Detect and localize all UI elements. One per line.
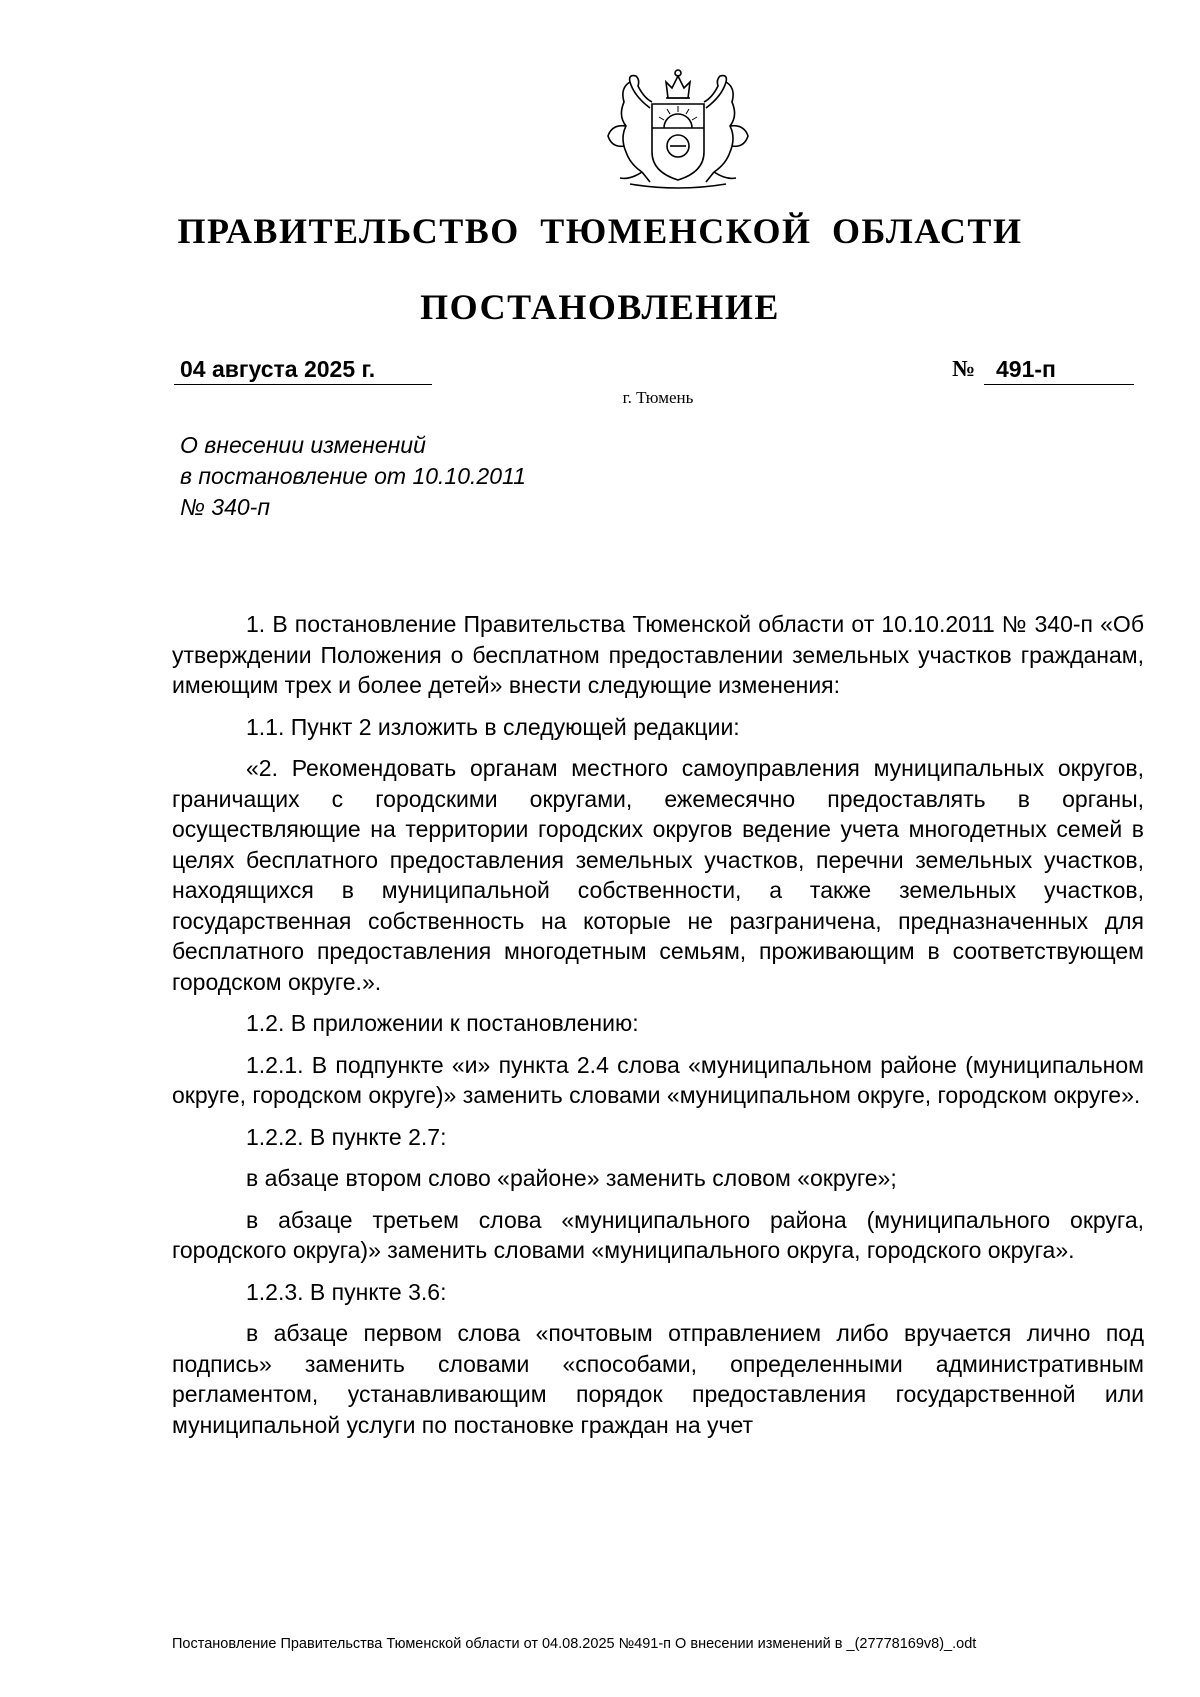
body-paragraph: 1.2. В приложении к постановлению: (246, 1010, 639, 1036)
body-paragraph: 1.2.1. В подпункте «и» пункта 2.4 слова «муниципальном районе (муниципальном округе, городском округе)» заменить словами «муниципальном округе, городском округе». (172, 1051, 1144, 1108)
coat-of-arms-icon (590, 68, 766, 192)
subject-line: О внесении изменений (180, 432, 426, 458)
body-paragraph: 1.2.2. В пункте 2.7: (246, 1123, 447, 1150)
body-paragraph: в абзаце первом слова «почтовым отправлением либо вручается лично под подпись» заменить словами «способами, определенными административным регламентом, устанавливающим порядок предоставления государственной или муниципальной услуги по постановке граждан на учет (172, 1320, 1144, 1438)
body-paragraph: в абзаце втором слово «районе» заменить словом «округе»; (246, 1165, 897, 1191)
government-title: ПРАВИТЕЛЬСТВО ТЮМЕНСКОЙ ОБЛАСТИ (177, 211, 1023, 251)
document-type-title: ПОСТАНОВЛЕНИЕ (420, 287, 780, 327)
document-date: 04 августа 2025 г. (174, 354, 432, 385)
number-sign: № (952, 356, 976, 381)
document-body (172, 609, 1144, 1451)
body-paragraph: «2. Рекомендовать органам местного самоуправления муниципальных округов, граничащих с городскими округами, ежемесячно предоставлять в органы, осуществляющие на территории городских округов ведение учета многодетных семей в целях бесплатного предоставления земельных участков, перечни земельных участков, находящихся в муниципальной собственности, а также земельных участков, государственная собственность на которые не разграничена, предназначенных для бесплатного предоставления многодетным семьям, проживающим в соответствующем городском округе.». (172, 755, 1144, 995)
body-paragraph: 1.2.3. В пункте 3.6: (246, 1278, 447, 1305)
document-subject (180, 430, 680, 523)
page-footer: Постановление Правительства Тюменской области от 04.08.2025 №491-п О внесении изменений в _(27778169v8)_.odt (172, 1636, 977, 1652)
subject-line: № 340-п (180, 494, 270, 520)
subject-line: в постановление от 10.10.2011 (180, 463, 526, 489)
body-paragraph: 1.1. Пункт 2 изложить в следующей редакции: (246, 713, 740, 740)
body-paragraph: 1. В постановление Правительства Тюменской области от 10.10.2011 № 340-п «Об утверждении Положения о бесплатном предоставлении земельных участков гражданам, имеющим трех и более детей» внести следующие изменения: (172, 611, 1144, 698)
body-paragraph: в абзаце третьем слова «муниципального района (муниципального округа, городского округа)» заменить словами «муниципального округа, городского округа». (172, 1206, 1144, 1263)
city-label: г. Тюмень (622, 388, 694, 407)
document-number: 491-п (984, 354, 1134, 385)
